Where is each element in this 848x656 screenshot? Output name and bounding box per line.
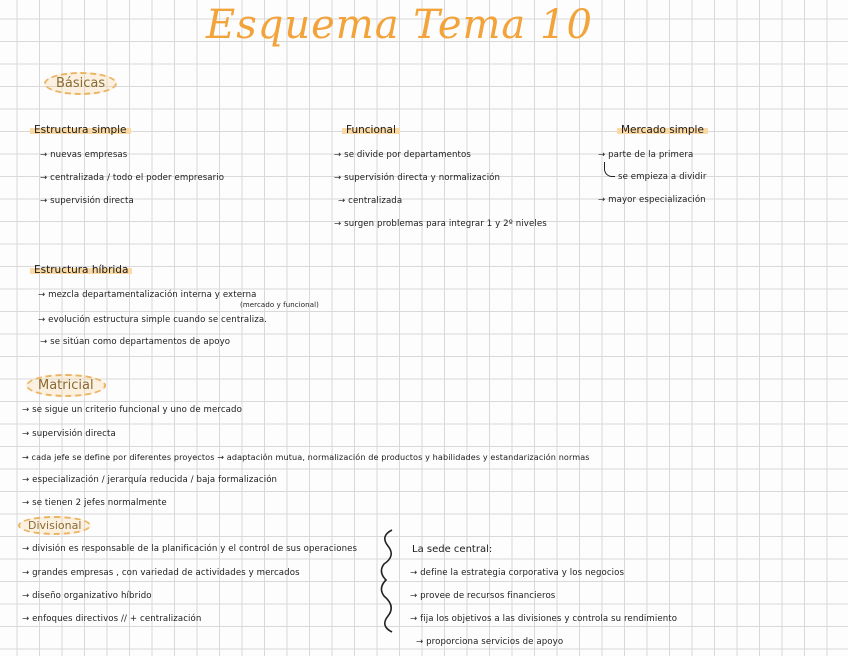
- list-item: → nuevas empresas: [40, 150, 128, 160]
- list-item: → supervisión directa: [22, 429, 116, 439]
- list-item: → mezcla departamentalización interna y externa: [38, 290, 257, 300]
- curly-brace-icon: [376, 528, 398, 634]
- list-item: → cada jefe se define por diferentes proyectos → adaptación mutua, normalización de productos y habilidades y estandarización normas: [22, 452, 590, 462]
- list-item: se empieza a dividir: [618, 172, 707, 182]
- list-item: → se sitúan como departamentos de apoyo: [40, 337, 231, 347]
- list-item: → mayor especialización: [598, 195, 706, 205]
- list-item: → supervisión directa y normalización: [334, 173, 501, 183]
- divisional-label: Divisional: [18, 516, 91, 535]
- curved-arrow-icon: [604, 162, 615, 177]
- list-item: → centralizada / todo el poder empresario: [40, 173, 225, 183]
- list-item: → parte de la primera: [598, 150, 694, 160]
- basicas-label: Básicas: [44, 72, 117, 95]
- list-item: → evolución estructura simple cuando se centraliza.: [38, 315, 268, 325]
- page-title: Esquema Tema 10: [206, 2, 593, 48]
- funcional-heading: Funcional: [342, 124, 400, 136]
- list-item: → especialización / jerarquía reducida / baja formalización: [22, 475, 278, 485]
- list-item: → supervisión directa: [40, 196, 134, 206]
- list-item: → se tienen 2 jefes normalmente: [22, 498, 167, 508]
- estructura-simple-heading: Estructura simple: [30, 124, 131, 136]
- list-item: → se sigue un criterio funcional y uno de mercado: [22, 405, 242, 415]
- list-item: → centralizada: [338, 196, 403, 206]
- list-item: → provee de recursos financieros: [410, 591, 556, 601]
- list-item: → fija los objetivos a las divisiones y controla su rendimiento: [410, 614, 678, 624]
- list-item: → se divide por departamentos: [334, 150, 471, 160]
- sede-central-heading: La sede central:: [412, 544, 493, 555]
- list-item: → define la estrategia corporativa y los negocios: [410, 568, 625, 578]
- mercado-simple-heading: Mercado simple: [617, 124, 708, 136]
- matricial-label: Matricial: [26, 374, 106, 397]
- list-item: → surgen problemas para integrar 1 y 2º niveles: [334, 219, 547, 229]
- list-item: → proporciona servicios de apoyo: [416, 637, 564, 647]
- list-item: → división es responsable de la planificación y el control de sus operaciones: [22, 544, 358, 554]
- list-item: → grandes empresas , con variedad de actividades y mercados: [22, 568, 300, 578]
- estructura-hibrida-heading: Estructura híbrida: [30, 264, 132, 276]
- list-item-note: (mercado y funcional): [240, 301, 319, 309]
- list-item: → diseño organizativo híbrido: [22, 591, 152, 601]
- list-item: → enfoques directivos // + centralización: [22, 614, 202, 624]
